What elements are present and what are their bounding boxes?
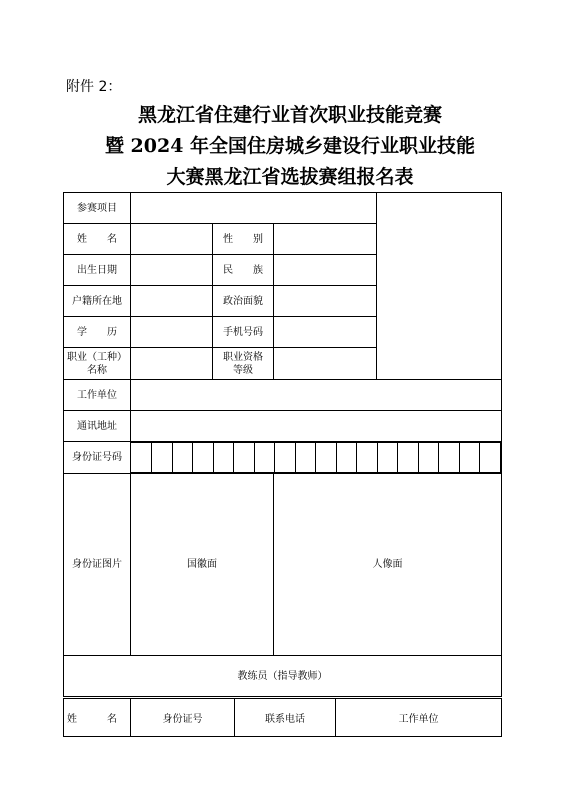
id-digit-box[interactable] — [459, 443, 480, 473]
id-photo-label: 身份证图片 — [64, 474, 131, 656]
id-portrait-side-box[interactable] — [274, 474, 502, 656]
id-digit-box[interactable] — [439, 443, 460, 473]
id-portrait-side-label: 人像面 — [372, 559, 403, 570]
id-digit-box[interactable] — [131, 443, 152, 473]
id-digit-box[interactable] — [234, 443, 255, 473]
id-number-digit-grid — [131, 442, 501, 473]
event-label: 参赛项目 — [64, 193, 131, 224]
qualification-label — [213, 348, 274, 380]
id-digit-box[interactable] — [316, 443, 337, 473]
coach-section-label: 教练员（指导教师） — [64, 656, 502, 697]
form-title-line-1: 黑龙江省住建行业首次职业技能竞赛 — [137, 104, 442, 126]
form-title-line-3: 大赛黑龙江省选拔赛组报名表 — [166, 166, 414, 188]
phone-label: 手机号码 — [213, 317, 274, 348]
employer-field[interactable] — [131, 380, 502, 411]
employer-label: 工作单位 — [64, 380, 131, 411]
registration-form-table — [63, 192, 502, 697]
birth-date-field[interactable] — [131, 255, 213, 286]
ethnicity-field[interactable] — [274, 255, 377, 286]
gender-field[interactable] — [274, 224, 377, 255]
coach-name-header: 姓 名 — [64, 699, 131, 737]
photo-box[interactable] — [377, 193, 502, 380]
qualification-label-line-2: 等级 — [233, 364, 253, 376]
id-digit-box[interactable] — [254, 443, 275, 473]
coach-employer-header: 工作单位 — [336, 699, 502, 737]
name-label: 姓 名 — [64, 224, 131, 255]
id-digit-box[interactable] — [480, 443, 501, 473]
id-emblem-side-label: 国徽面 — [187, 559, 217, 570]
qualification-field[interactable] — [274, 348, 377, 380]
ethnicity-label: 民 族 — [213, 255, 274, 286]
qualification-label-line-1: 职业资格 — [223, 351, 263, 363]
id-digit-box[interactable] — [398, 443, 419, 473]
id-number-label: 身份证号码 — [64, 442, 131, 474]
id-digit-box[interactable] — [357, 443, 378, 473]
coach-phone-header: 联系电话 — [235, 699, 336, 737]
id-digit-box[interactable] — [213, 443, 234, 473]
political-status-field[interactable] — [274, 286, 377, 317]
gender-label: 性 别 — [213, 224, 274, 255]
birth-date-label: 出生日期 — [64, 255, 131, 286]
id-digit-box[interactable] — [295, 443, 316, 473]
id-digit-box[interactable] — [193, 443, 214, 473]
occupation-label-line-1: 职业（工种） — [67, 351, 127, 363]
phone-field[interactable] — [274, 317, 377, 348]
political-status-label: 政治面貌 — [213, 286, 274, 317]
id-digit-box[interactable] — [275, 443, 296, 473]
occupation-field[interactable] — [131, 348, 213, 380]
id-digit-box[interactable] — [172, 443, 193, 473]
education-field[interactable] — [131, 317, 213, 348]
id-digit-box[interactable] — [152, 443, 173, 473]
address-label: 通讯地址 — [64, 411, 131, 442]
id-emblem-side-box[interactable] — [131, 474, 274, 656]
domicile-label: 户籍所在地 — [64, 286, 131, 317]
occupation-label-line-2: 名称 — [87, 364, 107, 376]
event-field[interactable] — [131, 193, 377, 224]
id-digit-box[interactable] — [377, 443, 398, 473]
form-title-line-2: 暨 2024 年全国住房城乡建设行业职业技能 — [104, 135, 476, 157]
id-digit-box[interactable] — [336, 443, 357, 473]
name-field[interactable] — [131, 224, 213, 255]
coach-id-header: 身份证号 — [131, 699, 235, 737]
id-digit-box[interactable] — [418, 443, 439, 473]
id-number-field[interactable] — [131, 442, 502, 474]
coach-table — [63, 698, 502, 737]
occupation-label — [64, 348, 131, 380]
domicile-field[interactable] — [131, 286, 213, 317]
attachment-label: 附件 2： — [66, 79, 122, 95]
address-field[interactable] — [131, 411, 502, 442]
education-label: 学 历 — [64, 317, 131, 348]
